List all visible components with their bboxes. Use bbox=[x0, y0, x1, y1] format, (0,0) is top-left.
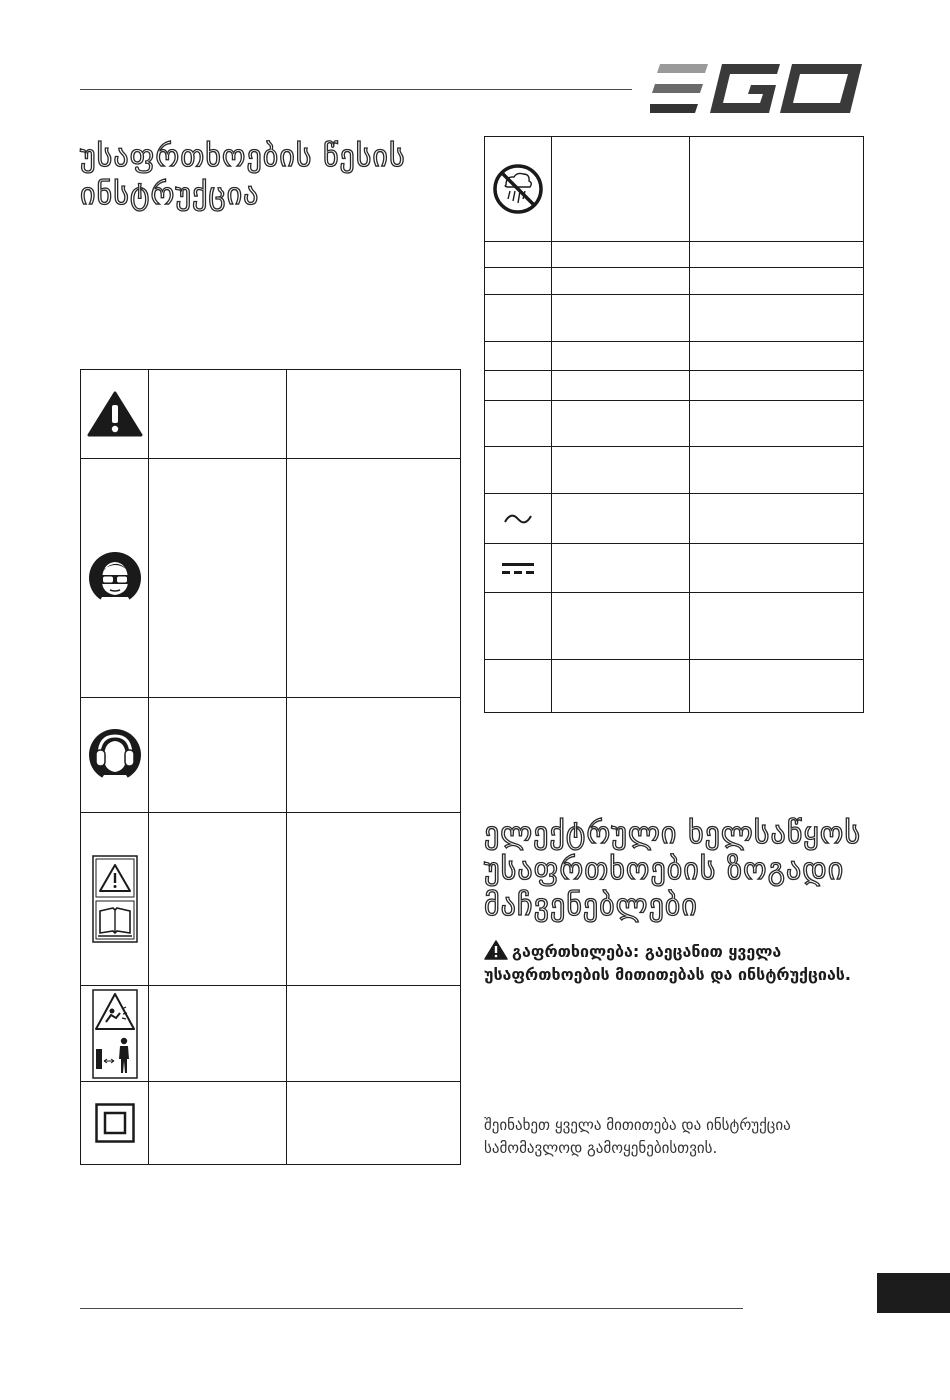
table-row bbox=[485, 544, 864, 593]
table-row bbox=[485, 242, 864, 268]
general-power-tool-safety-title: ელექტრული ხელსაწყოს უსაფრთხოების ზოგადი მაჩვენებლები bbox=[484, 816, 862, 923]
table-row bbox=[81, 698, 461, 813]
safety-instructions-title: უსაფრთხოების წესის ინსტრუქცია bbox=[80, 139, 406, 212]
table-row bbox=[485, 371, 864, 401]
page-tab bbox=[877, 1273, 950, 1313]
table-row bbox=[485, 447, 864, 494]
warning-body: გაეცანით ყველა უსაფრთხოების მითითებას და ინსტრუქციას. bbox=[484, 942, 851, 984]
table-row bbox=[485, 593, 864, 660]
table-row bbox=[485, 494, 864, 544]
keep-instructions-text: შეინახეთ ყველა მითითება და ინსტრუქცია სამომავლოდ გამოყენებისთვის. bbox=[484, 1116, 791, 1157]
additional-symbols-table bbox=[484, 136, 864, 713]
table-row bbox=[485, 401, 864, 447]
warning-label: გაფრთხილება: bbox=[512, 942, 640, 961]
footer-rule bbox=[80, 1308, 743, 1309]
warning-triangle-icon bbox=[87, 391, 143, 437]
table-row bbox=[485, 660, 864, 713]
direct-current-icon bbox=[501, 559, 535, 577]
table-row bbox=[81, 370, 461, 459]
ear-protection-icon bbox=[88, 728, 142, 782]
safety-symbols-table bbox=[80, 369, 461, 1165]
read-manual-icon bbox=[92, 855, 138, 943]
table-row bbox=[485, 295, 864, 342]
table-row bbox=[81, 813, 461, 986]
table-row bbox=[485, 268, 864, 295]
table-row bbox=[485, 137, 864, 242]
double-insulation-icon bbox=[95, 1103, 135, 1143]
keep-bystanders-away-icon bbox=[92, 989, 138, 1079]
table-row bbox=[81, 986, 461, 1082]
no-rain-icon bbox=[492, 163, 544, 215]
table-row bbox=[81, 459, 461, 698]
table-row bbox=[81, 1082, 461, 1165]
alternating-current-icon bbox=[503, 510, 533, 528]
warning-paragraph bbox=[484, 940, 864, 986]
table-row bbox=[485, 342, 864, 371]
header-rule bbox=[80, 89, 632, 90]
warning-triangle-icon bbox=[484, 940, 508, 960]
ego-logo bbox=[650, 64, 862, 114]
safety-goggles-icon bbox=[88, 551, 142, 605]
